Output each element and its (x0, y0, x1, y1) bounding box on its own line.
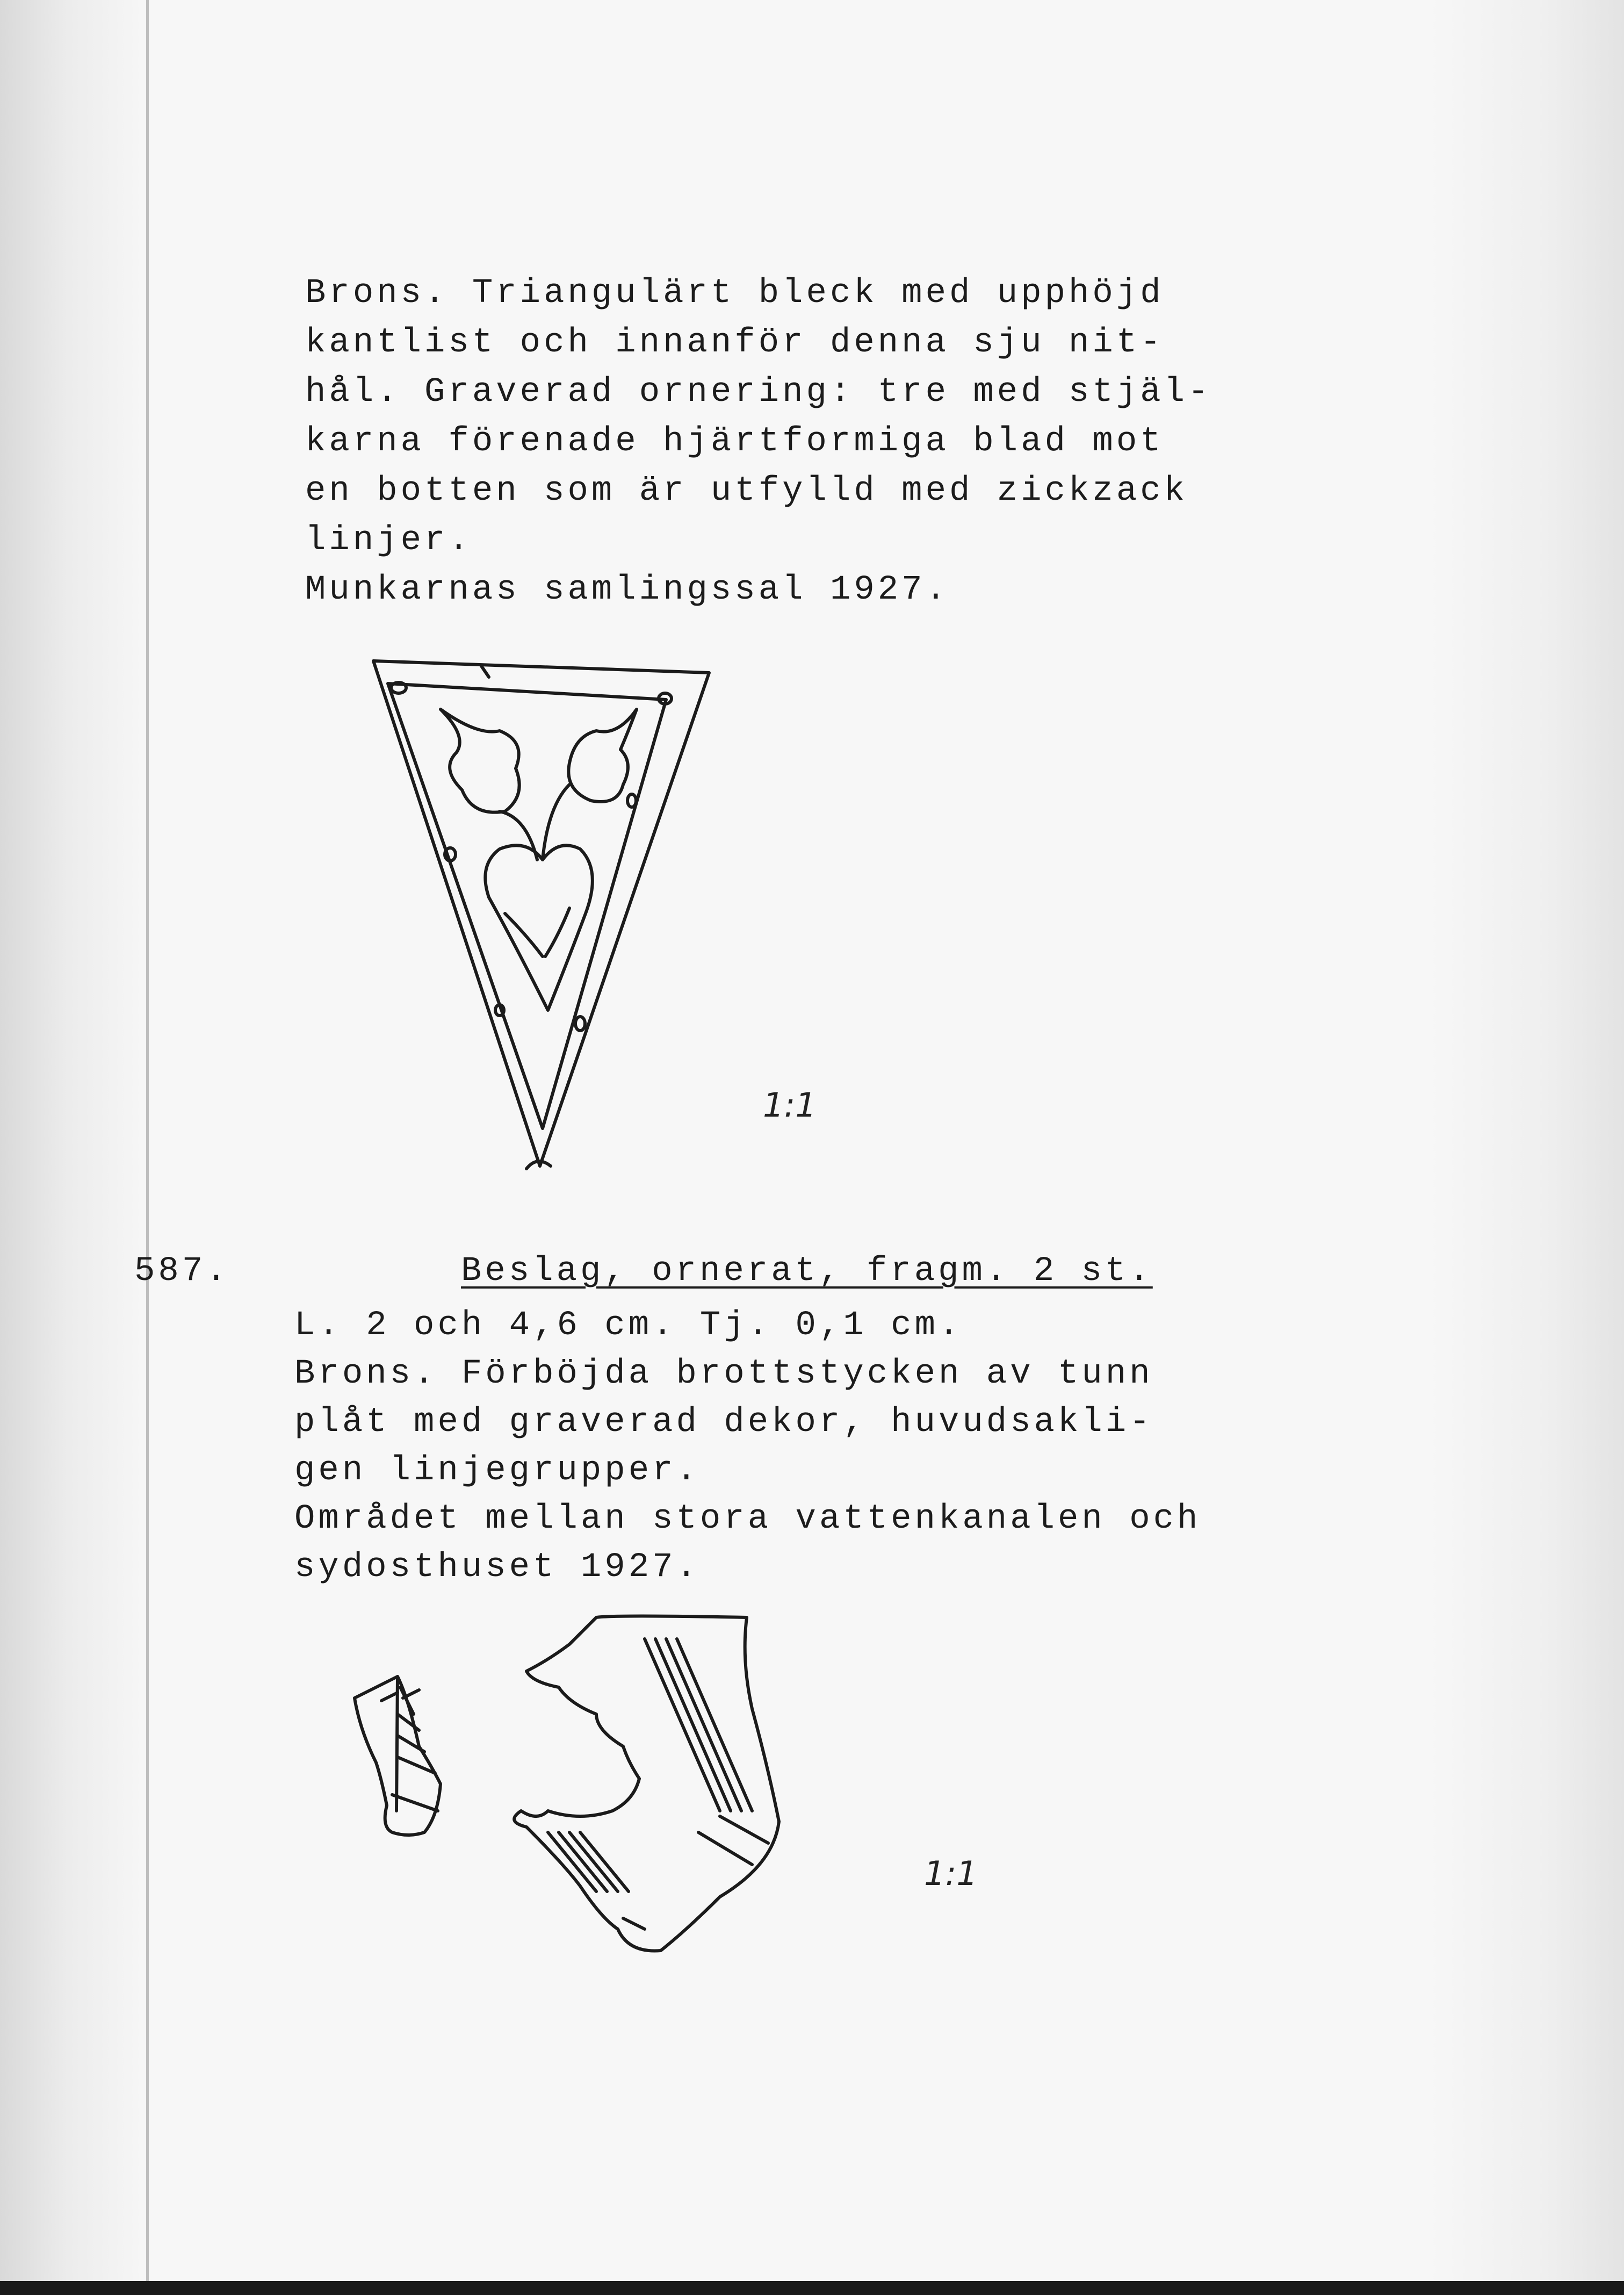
entry-1-line: hål. Graverad ornering: tre med stjäl- (305, 373, 1212, 412)
entry-1-line: karna förenade hjärtformiga blad mot (305, 422, 1164, 461)
entry-1-line: en botten som är utfylld med zickzack (305, 472, 1188, 510)
entry-2-description (294, 1301, 1201, 1592)
entry-1-line: Munkarnas samlingssal 1927. (305, 571, 949, 609)
scale-label-1: 1:1 (763, 1085, 817, 1125)
fragment-drawings (344, 1607, 806, 1972)
page-left-shadow (0, 0, 150, 2295)
entry-1-line: kantlist och innanför denna sju nit- (305, 323, 1164, 362)
entry-2-line: Området mellan stora vattenkanalen och (294, 1500, 1201, 1538)
triangular-mount-drawing (365, 656, 720, 1182)
scale-label-2: 1:1 (924, 1854, 978, 1893)
page-right-shadow (1429, 0, 1624, 2295)
catalog-number: 587. (134, 1252, 230, 1291)
entry-2-line: plåt med graverad dekor, huvudsakli- (294, 1403, 1153, 1442)
entry-2-title: Beslag, ornerat, fragm. 2 st. (461, 1252, 1153, 1291)
small-fragment-icon (355, 1677, 441, 1835)
scan-bottom-border (0, 2281, 1624, 2295)
entry-1-line: linjer. (305, 521, 472, 560)
entry-1-description (305, 269, 1211, 615)
entry-2-line: sydosthuset 1927. (294, 1548, 700, 1587)
entry-2-line: L. 2 och 4,6 cm. Tj. 0,1 cm. (294, 1306, 963, 1345)
large-fragment-icon (514, 1616, 779, 1951)
entry-2-line: gen linjegrupper. (294, 1451, 700, 1490)
entry-2-line: Brons. Förböjda brottstycken av tunn (294, 1355, 1153, 1393)
entry-1-line: Brons. Triangulärt bleck med upphöjd (305, 274, 1164, 313)
page-edge (146, 0, 149, 2295)
